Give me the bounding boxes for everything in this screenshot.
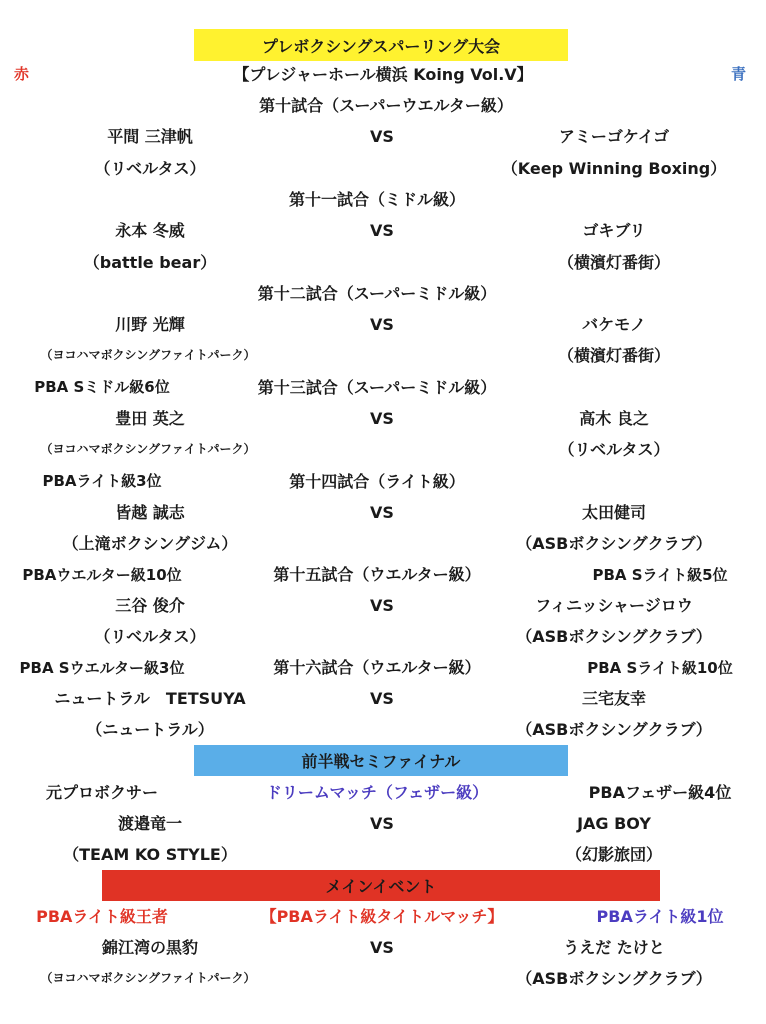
- red-fighter-name: 永本 冬威: [115, 221, 185, 240]
- red-fighter-rank: PBAウエルター級10位: [22, 566, 182, 584]
- red-fighter-rank: 元プロボクサー: [45, 783, 159, 802]
- blue-fighter-name: アミーゴケイゴ: [558, 127, 670, 146]
- blue-fighter-name: バケモノ: [582, 315, 646, 334]
- red-fighter-name: 皆越 誠志: [115, 503, 185, 522]
- vs-label: VS: [370, 221, 394, 240]
- red-fighter-rank: PBAライト級3位: [42, 472, 162, 490]
- blue-fighter-gym: （Keep Winning Boxing）: [501, 159, 727, 178]
- event-title-banner: [194, 29, 568, 61]
- red-corner-label: 赤: [14, 65, 30, 83]
- semi-final-banner: [194, 745, 568, 776]
- vs-label: VS: [370, 596, 394, 615]
- blue-fighter-gym: （横濱灯番街）: [557, 346, 671, 365]
- blue-fighter-name: 高木 良之: [579, 409, 649, 428]
- blue-fighter-name: 太田健司: [581, 503, 647, 522]
- blue-fighter-gym: （リベルタス）: [558, 440, 670, 459]
- bout-title: 第十三試合（スーパーミドル級）: [257, 378, 497, 397]
- vs-label: VS: [370, 127, 394, 146]
- bout-title: 第十四試合（ライト級）: [289, 472, 465, 491]
- red-fighter-gym: （リベルタス）: [94, 159, 206, 178]
- red-fighter-gym: （battle bear）: [83, 253, 217, 272]
- bout-title: 第十六試合（ウエルター級）: [273, 658, 481, 677]
- red-fighter-name: 豊田 英之: [115, 409, 185, 428]
- red-fighter-gym: （ヨコハマボクシングファイトパーク）: [40, 348, 256, 362]
- red-fighter-gym: （上滝ボクシングジム）: [62, 534, 238, 553]
- bout-title: 第十一試合（ミドル級）: [288, 190, 466, 209]
- bout-title: 第十試合（スーパーウエルター級）: [259, 96, 513, 115]
- blue-fighter-rank: PBA Sライト級5位: [592, 566, 728, 584]
- blue-fighter-gym: （横濱灯番街）: [557, 253, 671, 272]
- red-fighter-rank: PBA Sウエルター級3位: [19, 659, 185, 677]
- vs-label: VS: [370, 409, 394, 428]
- blue-fighter-gym: （ASBボクシングクラブ）: [516, 969, 712, 988]
- red-fighter-gym: （ヨコハマボクシングファイトパーク）: [40, 442, 256, 456]
- vs-label: VS: [370, 938, 394, 957]
- blue-fighter-name: ゴキブリ: [582, 221, 646, 240]
- vs-label: VS: [370, 814, 394, 833]
- bout-title: 第十二試合（スーパーミドル級）: [257, 284, 497, 303]
- red-fighter-gym: （ヨコハマボクシングファイトパーク）: [40, 971, 256, 985]
- red-fighter-name: 川野 光輝: [115, 315, 185, 334]
- red-fighter-gym: （リベルタス）: [94, 627, 206, 646]
- blue-fighter-name: うえだ たけと: [563, 938, 665, 957]
- venue-title: 【プレジャーホール横浜 Koing Vol.Ⅴ】: [233, 65, 533, 84]
- blue-corner-label: 青: [731, 65, 747, 83]
- red-fighter-rank: PBA Sミドル級6位: [34, 378, 170, 396]
- red-fighter-gym: （TEAM KO STYLE）: [63, 845, 237, 864]
- blue-fighter-gym: （ASBボクシングクラブ）: [516, 534, 712, 553]
- red-fighter-gym: （ニュートラル）: [86, 720, 214, 739]
- red-fighter-name: ニュートラル TETSUYA: [54, 689, 246, 708]
- semi-final-title: ドリームマッチ（フェザー級）: [265, 783, 489, 802]
- blue-fighter-gym: （幻影旅団）: [565, 845, 663, 864]
- red-fighter-name: 三谷 俊介: [115, 596, 185, 615]
- red-fighter-name: 錦江湾の黒豹: [101, 938, 199, 957]
- main-event-title: 【PBAライト級タイトルマッチ】: [260, 907, 504, 926]
- bout-title: 第十五試合（ウエルター級）: [273, 565, 481, 584]
- red-fighter-name: 平間 三津帆: [107, 127, 193, 146]
- event-title: プレボクシングスパーリング大会: [261, 36, 501, 56]
- semi-final-banner-label: 前半戦セミファイナル: [301, 752, 461, 771]
- main-event-banner: [102, 870, 660, 901]
- main-event-banner-label: メインイベント: [325, 877, 437, 896]
- blue-fighter-rank: PBA Sライト級10位: [587, 659, 733, 677]
- blue-fighter-rank: PBAフェザー級4位: [588, 783, 732, 802]
- red-fighter-name: 渡邉竜一: [117, 814, 183, 833]
- vs-label: VS: [370, 503, 394, 522]
- red-fighter-rank: PBAライト級王者: [36, 907, 168, 926]
- blue-fighter-name: JAG BOY: [577, 814, 651, 833]
- vs-label: VS: [370, 315, 394, 334]
- blue-fighter-gym: （ASBボクシングクラブ）: [516, 720, 712, 739]
- vs-label: VS: [370, 689, 394, 708]
- blue-fighter-rank: PBAライト級1位: [596, 907, 724, 926]
- blue-fighter-name: 三宅友幸: [581, 689, 647, 708]
- blue-fighter-gym: （ASBボクシングクラブ）: [516, 627, 712, 646]
- blue-fighter-name: フィニッシャージロウ: [535, 596, 693, 615]
